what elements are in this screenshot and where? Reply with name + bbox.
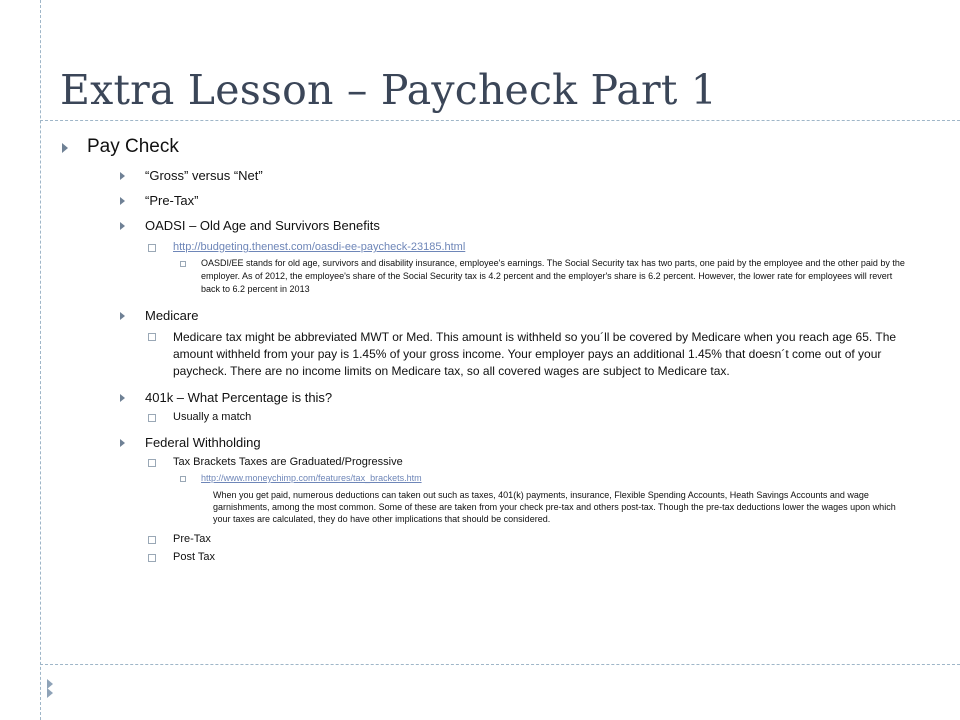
bullet-oadsi-link <box>60 241 920 253</box>
bullet-label: “Gross” versus “Net” <box>145 168 263 183</box>
footer-divider <box>40 664 960 665</box>
bullet-tax-link <box>60 472 920 485</box>
paragraph-text: OASDI/EE stands for old age, survivors and disability insurance, employee's earnings. The Social Security tax has two parts, one paid by the employee and the other paid by the employer. As of 2012, the employee's share of the Social Security tax is 4.2 percent and the employer's share is 6.2 percent. However, the lower rate for employees will revert back to 6.2 percent in 2013 <box>201 258 905 294</box>
bullet-pre-tax <box>60 193 920 208</box>
bullet-label: Pay Check <box>87 136 179 157</box>
bullet-label: Post Tax <box>173 551 215 563</box>
bullet-label: Usually a match <box>173 411 252 423</box>
slide-title: Extra Lesson – Paycheck Part 1 <box>60 66 718 114</box>
triangle-bullet-icon <box>120 172 125 180</box>
square-bullet-icon <box>180 476 186 482</box>
bullet-label: Pre-Tax <box>173 533 211 545</box>
bullet-label: “Pre-Tax” <box>145 193 199 208</box>
slide-body <box>60 136 920 563</box>
title-divider <box>40 120 960 121</box>
bullet-oadsi <box>60 218 920 233</box>
square-bullet-icon <box>148 244 156 252</box>
oadsi-link[interactable]: http://budgeting.thenest.com/oasdi-ee-paycheck-23185.html <box>173 241 466 253</box>
bullet-label: Tax Brackets Taxes are Graduated/Progressive <box>173 456 403 468</box>
bullet-401k-sub <box>60 411 920 423</box>
bullet-post-tax-sub <box>60 551 920 563</box>
bullet-401k <box>60 390 920 405</box>
square-bullet-icon <box>180 261 186 267</box>
square-bullet-icon <box>148 554 156 562</box>
bullet-label: OADSI – Old Age and Survivors Benefits <box>145 218 380 233</box>
square-bullet-icon <box>148 333 156 341</box>
square-bullet-icon <box>148 459 156 467</box>
bullet-pre-tax-sub <box>60 533 920 545</box>
triangle-bullet-icon <box>120 394 125 402</box>
bullet-federal <box>60 435 920 450</box>
triangle-bullet-icon <box>120 439 125 447</box>
bullet-oadsi-desc <box>60 257 911 296</box>
square-bullet-icon <box>148 536 156 544</box>
triangle-bullet-icon <box>120 197 125 205</box>
double-chevron-icon <box>44 676 58 700</box>
bullet-label: Medicare <box>145 308 199 323</box>
triangle-bullet-icon <box>62 143 68 153</box>
bullet-medicare-desc <box>60 329 903 380</box>
bullet-medicare <box>60 308 920 323</box>
bullet-label: Federal Withholding <box>145 435 261 450</box>
triangle-bullet-icon <box>120 222 125 230</box>
bullet-label: 401k – What Percentage is this? <box>145 390 333 405</box>
tax-brackets-link[interactable]: http://www.moneychimp.com/features/tax_brackets.htm <box>201 473 422 483</box>
bullet-pay-check <box>60 136 920 158</box>
left-guide-line <box>40 0 41 720</box>
square-bullet-icon <box>148 414 156 422</box>
paragraph-text: Medicare tax might be abbreviated MWT or Med. This amount is withheld so you´ll be covered by Medicare when you reach age 65. The amount withheld from your pay is 1.45% of your gross income. Your employer pays an additional 1.45% that doesn´t come out of your paycheck. There are no income limits on Medicare tax, so all covered wages are subject to Medicare tax. <box>173 330 897 378</box>
tax-description <box>60 489 913 525</box>
paragraph-text: When you get paid, numerous deductions can taken out such as taxes, 401(k) payments, insurance, Flexible Spending Accounts, Heath Savings Accounts and wage garnishments, among the most common. Some of these are taken from your check pre-tax and others post-tax. Though the pre-tax deductions lower the wages upon which your taxes are calculated, they do have other implications that should be considered. <box>213 490 896 524</box>
bullet-gross-net <box>60 168 920 183</box>
triangle-bullet-icon <box>120 312 125 320</box>
bullet-tax-brackets <box>60 456 920 468</box>
